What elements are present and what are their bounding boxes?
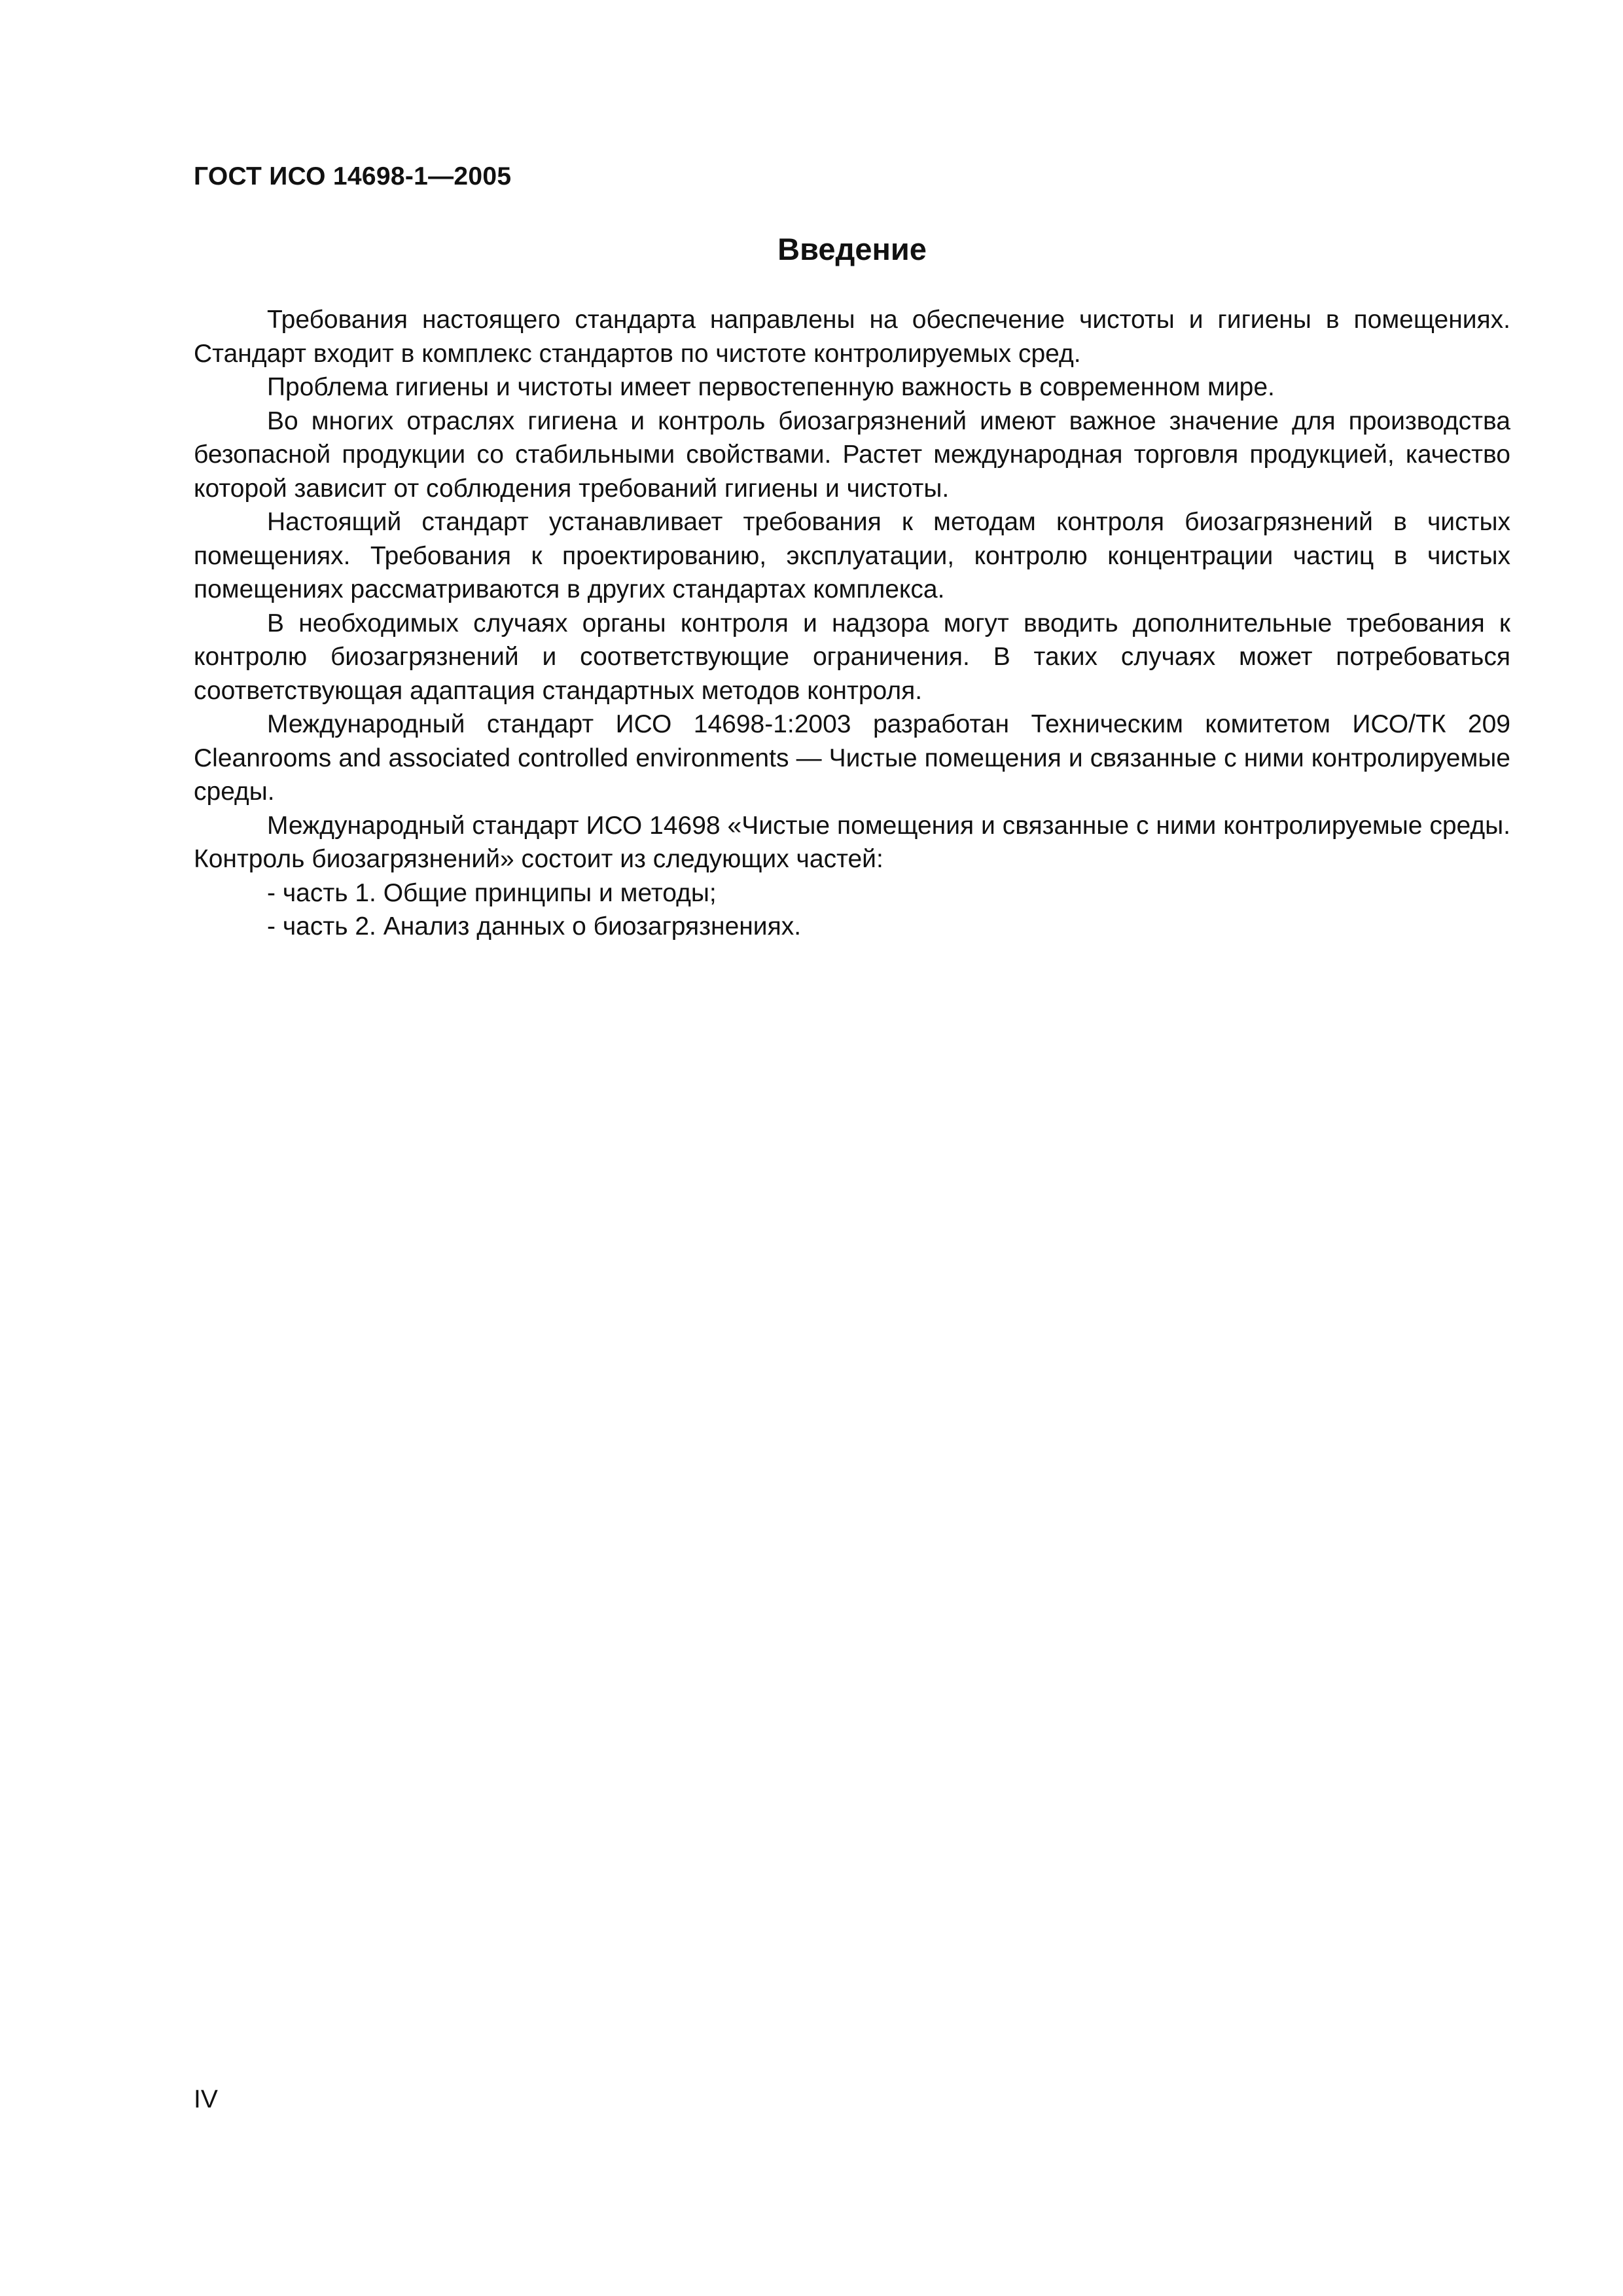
paragraph: Требования настоящего стандарта направлены на обеспечение чистоты и гигиены в помещениях. Стандарт входит в комплекс стандартов по чистоте контролируемых сред.	[194, 306, 1510, 368]
paragraph: Проблема гигиены и чистоты имеет первостепенную важность в современном мире.	[267, 373, 1275, 401]
paragraph: В необходимых случаях органы контроля и надзора могут вводить дополнительные требования к контролю биозагрязнений и соответствующие ограничения. В таких случаях может потребоваться соответствующая адаптация стандартных методов контроля.	[194, 609, 1510, 705]
introduction-body	[194, 303, 1510, 944]
paragraph: Международный стандарт ИСО 14698-1:2003 разработан Техническим комитетом ИСО/ТК 209 Cleanrooms and associated controlled environments — Чистые помещения и связанные с ними контролируемые среды.	[194, 710, 1510, 806]
list-item-part-2: - часть 2. Анализ данных о биозагрязнениях.	[267, 912, 802, 941]
list-item-part-1: - часть 1. Общие принципы и методы;	[267, 878, 717, 907]
page-number: IV	[194, 2085, 218, 2113]
section-title: Введение	[777, 232, 927, 266]
paragraph: Международный стандарт ИСО 14698 «Чистые помещения и связанные с ними контролируемые среды. Контроль биозагрязнений» состоит из следующих частей:	[194, 811, 1510, 873]
document-designation: ГОСТ ИСО 14698-1—2005	[194, 162, 512, 190]
paragraph: Во многих отраслях гигиена и контроль биозагрязнений имеют важное значение для производства безопасной продукции со стабильными свойствами. Растет международная торговля продукцией, качество которой зависит от соблюдения требований гигиены и чистоты.	[194, 406, 1510, 503]
paragraph: Настоящий стандарт устанавливает требования к методам контроля биозагрязнений в чистых помещениях. Требования к проектированию, эксплуатации, контролю концентрации частиц в чистых помещениях рассматриваются в других стандартах комплекса.	[194, 508, 1510, 603]
